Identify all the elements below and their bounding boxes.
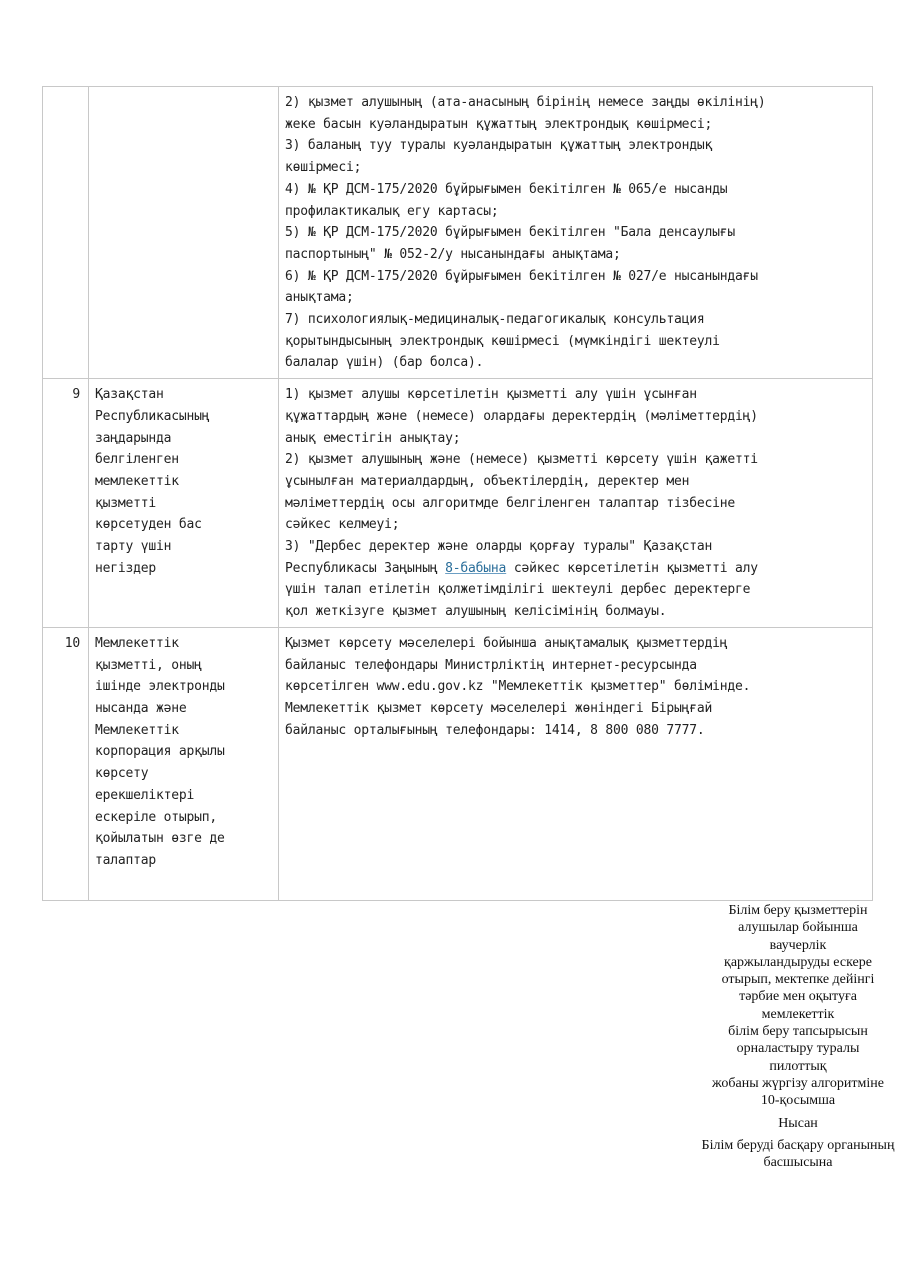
annex-line: пилоттық — [769, 1058, 827, 1074]
row-content-cell — [279, 379, 873, 628]
annex-line: орналастыру туралы — [736, 1041, 860, 1057]
name-line: Республикасының — [95, 408, 210, 424]
text-line: қол жеткізуге қызмет алушының келісімінің болмауы. — [285, 604, 667, 620]
text-line: анықтама; — [285, 290, 354, 306]
text-line: Мемлекеттік қызмет көрсету мәселелері жөніндегі Бірыңғай — [285, 700, 713, 716]
text-line: 1) қызмет алушы көрсетілетін қызметті алу үшін ұсынған — [285, 387, 697, 403]
text-line: 6) № ҚР ДСМ-175/2020 бұйрығымен бекітілген № 027/е нысанындағы — [285, 268, 758, 284]
form-label: Нысан — [778, 1115, 818, 1131]
text-line: 7) психологиялық-медициналық-педагогикалық консультация — [285, 312, 705, 328]
text-line: 4) № ҚР ДСМ-175/2020 бұйрығымен бекітілген № 065/е нысанды — [285, 181, 728, 197]
text-line: байланыс телефондары Министрліктің интернет-ресурсында — [285, 657, 697, 673]
name-line: қойылатын өзге де — [95, 831, 225, 847]
text-line: жеке басын куәландыратын құжаттың электрондық көшірмесі; — [285, 116, 713, 132]
text-fragment: сәйкес көрсетілетін қызметті алу — [506, 560, 758, 576]
text-line-with-link — [285, 558, 866, 580]
name-line: көрсету — [95, 766, 149, 782]
name-line: корпорация арқылы — [95, 744, 225, 760]
addressee-line: басшысына — [763, 1155, 833, 1171]
name-line: ескеріле отырып, — [95, 809, 218, 825]
annex-line: алушылар бойынша — [738, 920, 858, 936]
annex-header — [693, 902, 903, 1171]
annex-line: отырып, мектепке дейінгі — [721, 972, 875, 988]
name-line: нысанда және — [95, 700, 187, 716]
name-line: көрсетуден бас — [95, 517, 202, 533]
name-line: Мемлекеттік — [95, 722, 179, 738]
name-line: ішінде электронды — [95, 679, 225, 695]
text-line: қорытындысының электрондық көшірмесі (мүмкіндігі шектеулі — [285, 333, 720, 349]
text-line: көшірмесі; — [285, 160, 362, 176]
law-article-link[interactable]: 8-бабына — [445, 560, 507, 576]
text-line: көрсетілген www.edu.gov.kz "Мемлекеттік қызметтер" бөлімінде. — [285, 679, 751, 695]
text-line: мәліметтердің осы алгоритмде белгіленген талаптар тізбесіне — [285, 495, 735, 511]
text-line: 2) қызмет алушының және (немесе) қызметті көрсету үшін қажетті — [285, 452, 758, 468]
row-number-cell: 10 — [43, 627, 89, 900]
name-line: талаптар — [95, 852, 157, 868]
annex-line: тәрбие мен оқытуға — [739, 989, 857, 1005]
name-line: Мемлекеттік — [95, 635, 179, 651]
text-line: 5) № ҚР ДСМ-175/2020 бұйрығымен бекітілген "Бала денсаулығы — [285, 225, 735, 241]
text-line: анық еместігін анықтау; — [285, 430, 461, 446]
addressee-line: Білім беруді басқару органының — [701, 1137, 895, 1153]
text-line: сәйкес келмеуі; — [285, 517, 400, 533]
text-line: 3) баланың туу туралы куәландыратын құжаттың электрондық — [285, 138, 713, 154]
text-line: 2) қызмет алушының (ата-анасының бірінің немесе заңды өкілінің) — [285, 95, 766, 110]
text-line: байланыс орталығының телефондары: 1414, 8 800 080 7777. — [285, 722, 705, 738]
table-row — [43, 379, 873, 628]
text-line: профилактикалық егу картасы; — [285, 203, 499, 219]
row-number-cell — [43, 87, 89, 379]
annex-line: жобаны жүргізу алгоритміне — [712, 1075, 884, 1091]
row-name-cell — [89, 627, 279, 900]
annex-line: қаржыландыруды ескере — [724, 954, 872, 970]
row-content-cell — [279, 87, 873, 379]
annex-line: ваучерлік — [769, 937, 827, 953]
name-line: негіздер — [95, 560, 157, 576]
row-name-cell — [89, 379, 279, 628]
text-line: 3) "Дербес деректер және оларды қорғау туралы" Қазақстан — [285, 539, 713, 555]
table-row — [43, 87, 873, 379]
text-line: ұсынылған материалдардың, объектілердің, деректер мен — [285, 473, 690, 489]
name-line: қызметті — [95, 495, 157, 511]
table-row — [43, 627, 873, 900]
name-line: мемлекеттік — [95, 473, 179, 489]
text-line: құжаттардың және (немесе) олардағы деректердің (мәліметтердің) — [285, 408, 758, 424]
text-line: Қызмет көрсету мәселелері бойынша анықтамалық қызметтердің — [285, 635, 728, 651]
name-line: ерекшеліктері — [95, 787, 195, 803]
name-line: белгіленген — [95, 452, 179, 468]
row-name-cell — [89, 87, 279, 379]
row-content-cell — [279, 627, 873, 900]
service-standard-table — [42, 86, 873, 901]
name-line: қызметті, оның — [95, 657, 202, 673]
text-fragment: Республикасы Заңының — [285, 560, 446, 576]
annex-line: білім беру тапсырысын — [728, 1024, 868, 1040]
row-number-cell: 9 — [43, 379, 89, 628]
text-line: паспортының" № 052-2/у нысанындағы анықтама; — [285, 246, 621, 262]
annex-line: мемлекеттік — [761, 1006, 835, 1022]
name-line: Қазақстан — [95, 387, 164, 403]
text-line: үшін талап етілетін қолжетімділігі шектеулі дербес деректерге — [285, 582, 751, 598]
annex-line: Білім беру қызметтерін — [728, 903, 868, 918]
text-line: балалар үшін) (бар болса). — [285, 355, 484, 371]
name-line: тарту үшін — [95, 539, 172, 555]
annex-number: 10-қосымша — [760, 1093, 836, 1109]
name-line: заңдарында — [95, 430, 172, 446]
